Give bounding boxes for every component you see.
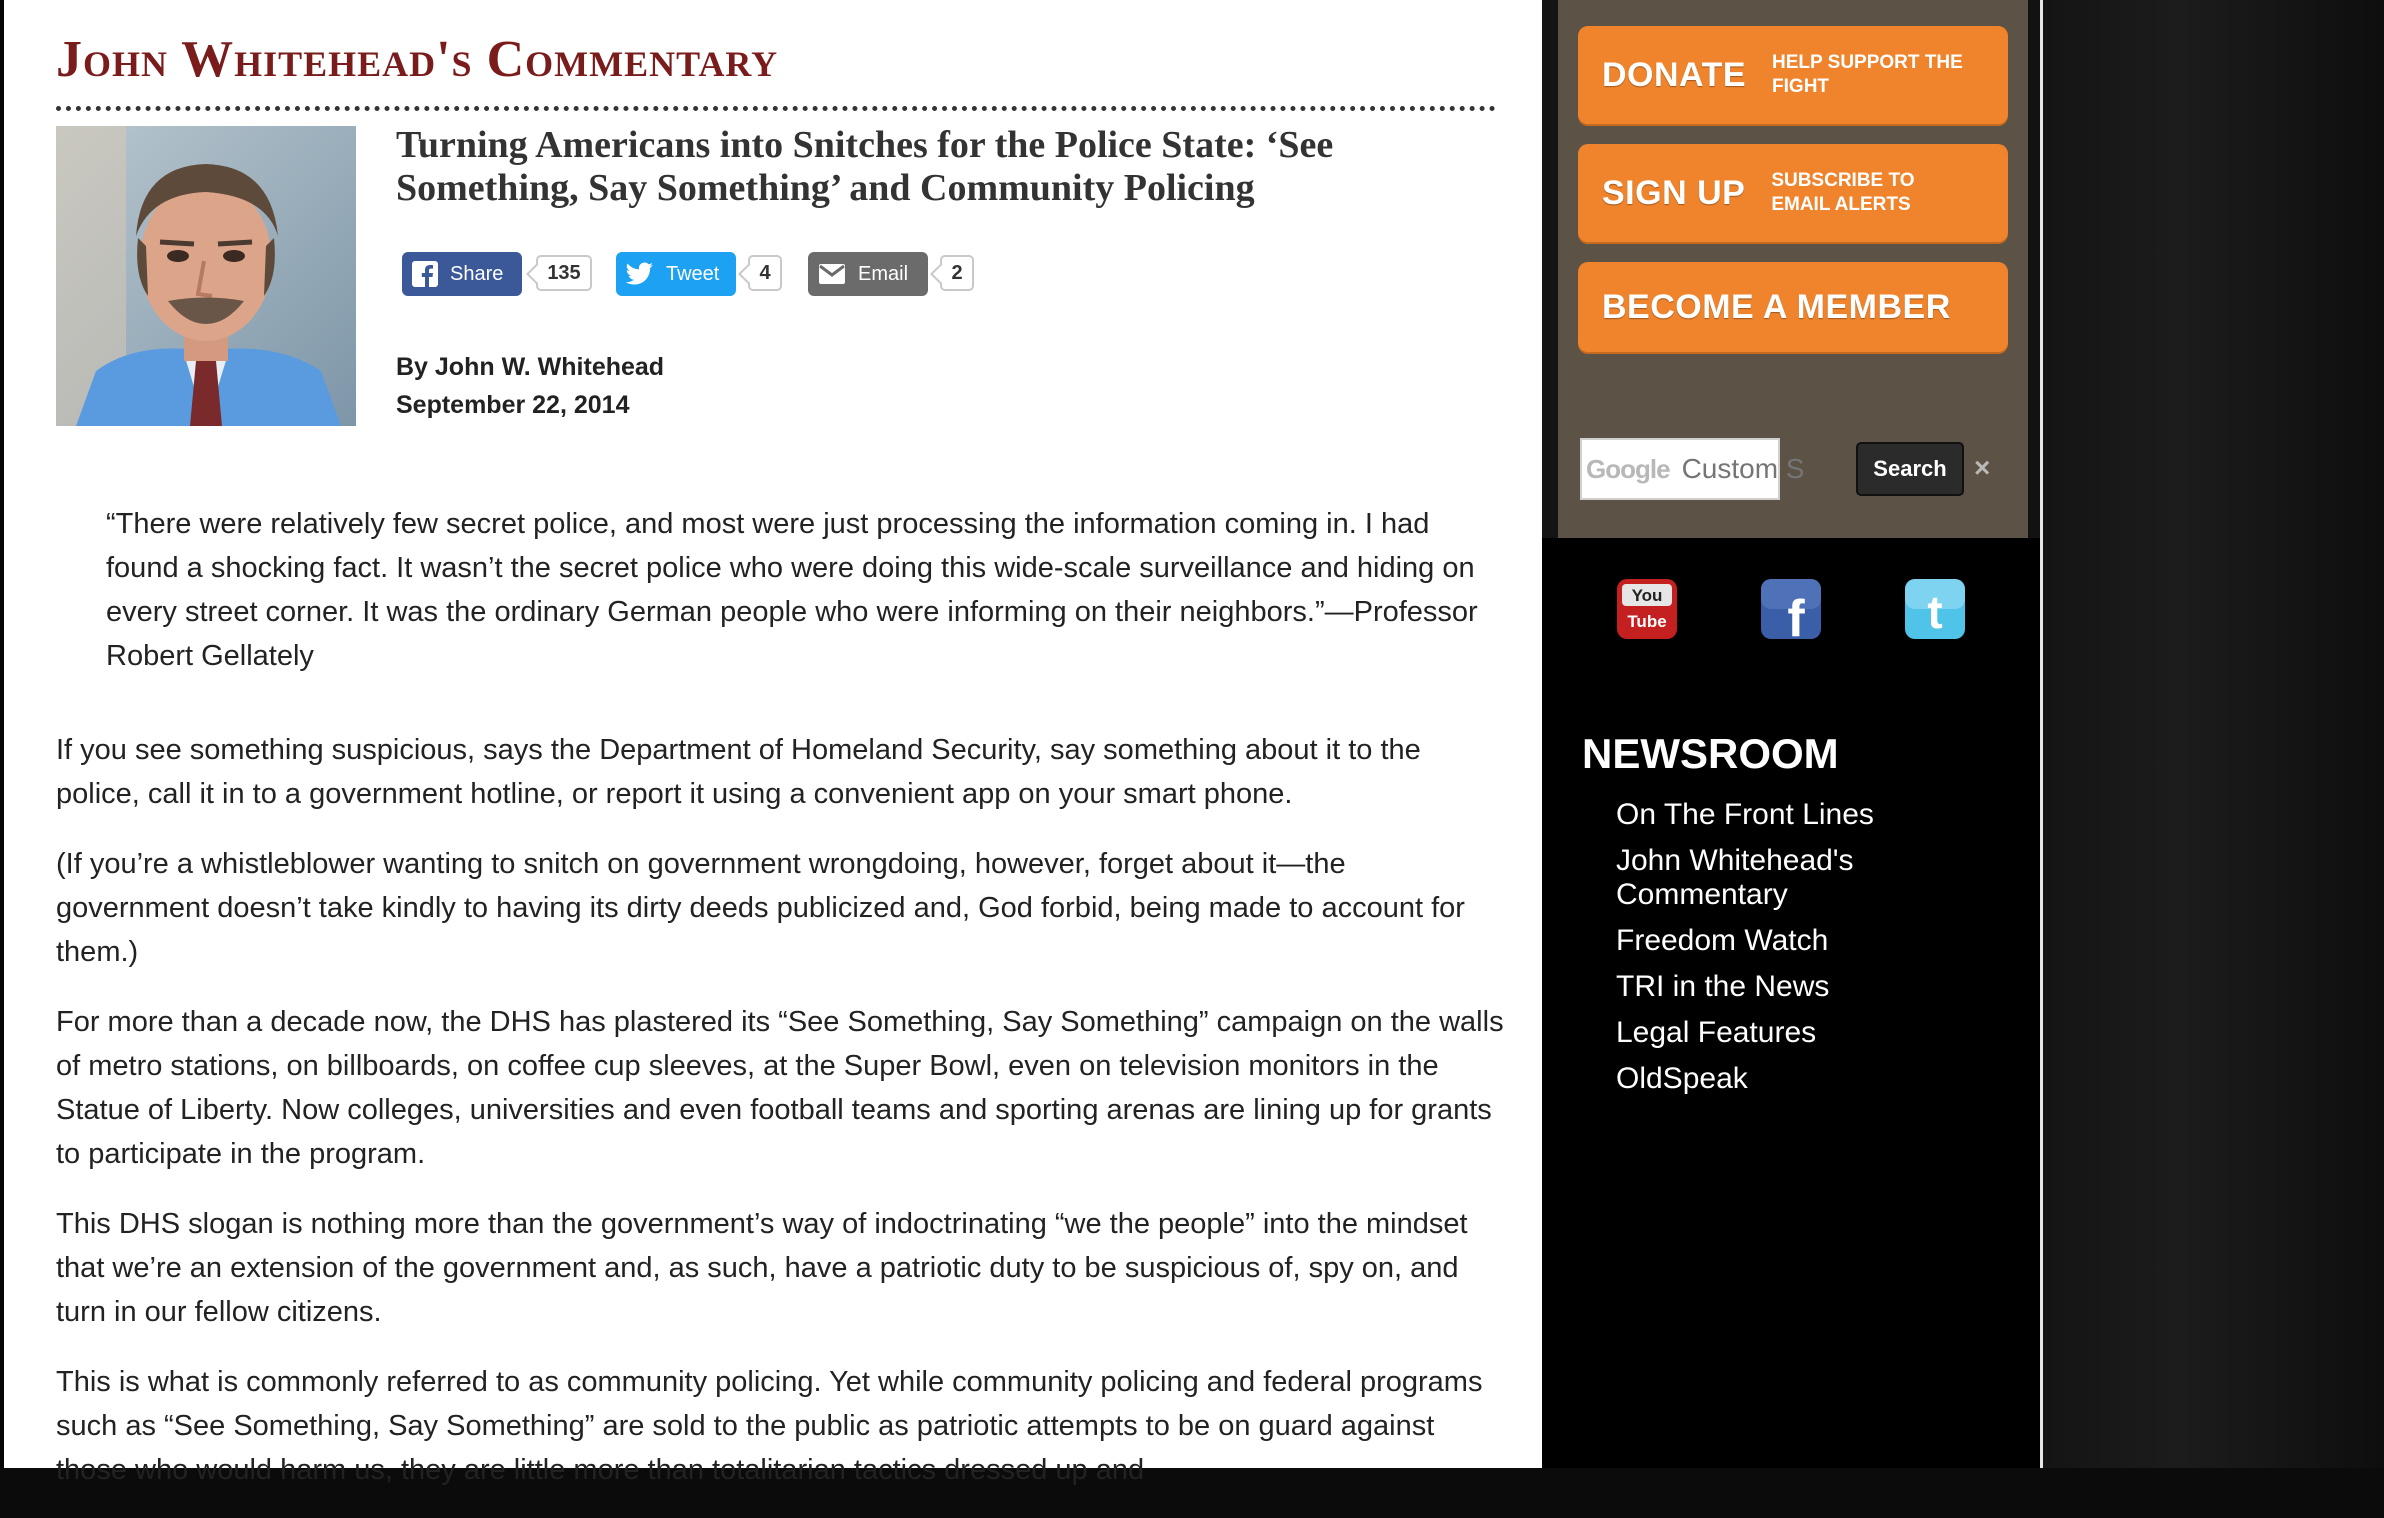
twitter-icon-letter: t bbox=[1927, 586, 1943, 638]
newsroom-heading: NEWSROOM bbox=[1582, 730, 1839, 777]
byline bbox=[396, 348, 664, 424]
article-paragraph: If you see something suspicious, says the Department of Homeland Security, say something about it to the police, call it in to a government hotline, or report it using a convenient app on your smart phone. bbox=[56, 734, 1421, 810]
facebook-icon bbox=[412, 261, 438, 287]
twitter-social-icon bbox=[1904, 578, 1966, 640]
facebook-link[interactable] bbox=[1760, 578, 1822, 648]
article-paragraph: For more than a decade now, the DHS has plastered its “See Something, Say Something” campaign on the walls of metro stations, on billboards, on coffee cup sleeves, at the Super Bowl, even on television monitors in the Statue of Liberty. Now colleges, universities and even football teams and sporting arenas are lining up for grants to participate in the program. bbox=[56, 1006, 1504, 1170]
youtube-icon-text-bottom: Tube bbox=[1627, 612, 1667, 631]
youtube-icon bbox=[1616, 578, 1678, 640]
twitter-bird-icon bbox=[626, 262, 654, 286]
page-background-right bbox=[2042, 0, 2384, 1468]
google-logo: Google bbox=[1586, 453, 1670, 484]
article-body bbox=[56, 728, 1506, 1518]
article-paragraph: This is what is commonly referred to as community policing. Yet while community policing and federal programs such as “See Something, Say Something” are sold to the public as patriotic attempts to be on guard against those who would harm us, they are little more than totalitarian tactics dressed up and bbox=[56, 1366, 1483, 1486]
facebook-share-button[interactable] bbox=[402, 252, 522, 296]
article-title: Turning Americans into Snitches for the Police State: ‘See Something, Say Something’ and Community Policing bbox=[396, 124, 1334, 209]
search-input[interactable] bbox=[1680, 452, 1814, 486]
twitter-tweet-label: Tweet bbox=[666, 262, 720, 285]
envelope-icon bbox=[818, 263, 846, 285]
youtube-icon-text-top: You bbox=[1631, 586, 1663, 605]
clear-search-icon[interactable]: × bbox=[1974, 452, 1991, 483]
article-paragraph: This DHS slogan is nothing more than the government’s way of indoctrinating “we the people” into the mindset that we’re an extension of the government and, as such, have a patriotic duty to be suspicious of, spy on, and turn in our fellow citizens. bbox=[56, 1208, 1468, 1328]
author-name: By John W. Whitehead bbox=[396, 353, 665, 381]
donate-button[interactable] bbox=[1578, 26, 2008, 124]
article-paragraph: (If you’re a whistleblower wanting to snitch on government wrongdoing, however, forget about it—the government doesn’t take kindly to having its dirty deeds publicized and, God forbid, being made to account for them.) bbox=[56, 848, 1465, 968]
author-photo-image bbox=[56, 126, 356, 426]
newsroom-item-front-lines[interactable]: On The Front Lines bbox=[1616, 798, 1874, 831]
signup-label: SIGN UP bbox=[1602, 173, 1746, 212]
facebook-icon-letter: f bbox=[1787, 590, 1805, 648]
become-member-label: BECOME A MEMBER bbox=[1602, 287, 1951, 326]
newsroom-item-freedom-watch[interactable]: Freedom Watch bbox=[1616, 924, 1829, 957]
newsroom-item-tri-in-news[interactable]: TRI in the News bbox=[1616, 970, 1830, 1003]
opening-quote: “There were relatively few secret police, and most were just processing the information coming in. I had found a shocking fact. It wasn’t the secret police who were doing this wide-scale surveillance and hiding on every street corner. It was the ordinary German people who were informing on their neighbors.”—Professor Robert Gellately bbox=[106, 508, 1478, 672]
donate-label: DONATE bbox=[1602, 55, 1747, 94]
email-share-button[interactable] bbox=[808, 252, 928, 296]
newsroom-item-oldspeak[interactable]: OldSpeak bbox=[1616, 1062, 1748, 1095]
donate-sublabel: HELP SUPPORT THE FIGHT bbox=[1772, 52, 1963, 97]
twitter-tweet-count: 4 bbox=[748, 255, 782, 291]
newsroom-item-legal-features[interactable]: Legal Features bbox=[1616, 1016, 1817, 1049]
dotted-divider bbox=[56, 106, 1496, 111]
email-share-count: 2 bbox=[940, 255, 974, 291]
twitter-link[interactable] bbox=[1904, 578, 1966, 640]
email-share-label: Email bbox=[858, 262, 909, 285]
facebook-social-icon bbox=[1760, 578, 1822, 648]
twitter-tweet-button[interactable] bbox=[616, 252, 736, 296]
newsroom-list bbox=[1616, 798, 1916, 1108]
publish-date: September 22, 2014 bbox=[396, 391, 630, 419]
become-member-button[interactable] bbox=[1578, 262, 2008, 352]
right-divider bbox=[2040, 0, 2043, 1468]
facebook-share-count: 135 bbox=[536, 255, 592, 291]
main-content bbox=[4, 0, 1542, 1486]
facebook-share-label: Share bbox=[450, 262, 504, 285]
signup-sublabel: SUBSCRIBE TO EMAIL ALERTS bbox=[1771, 170, 1915, 215]
signup-button[interactable] bbox=[1578, 144, 2008, 242]
search-button[interactable]: Search bbox=[1856, 442, 1964, 496]
search-input-wrapper[interactable] bbox=[1580, 438, 1780, 500]
youtube-link[interactable] bbox=[1616, 578, 1678, 640]
author-portrait bbox=[56, 126, 356, 426]
section-title: John Whitehead's Commentary bbox=[56, 31, 779, 88]
newsroom-item-commentary[interactable]: John Whitehead's Commentary bbox=[1616, 844, 1854, 911]
